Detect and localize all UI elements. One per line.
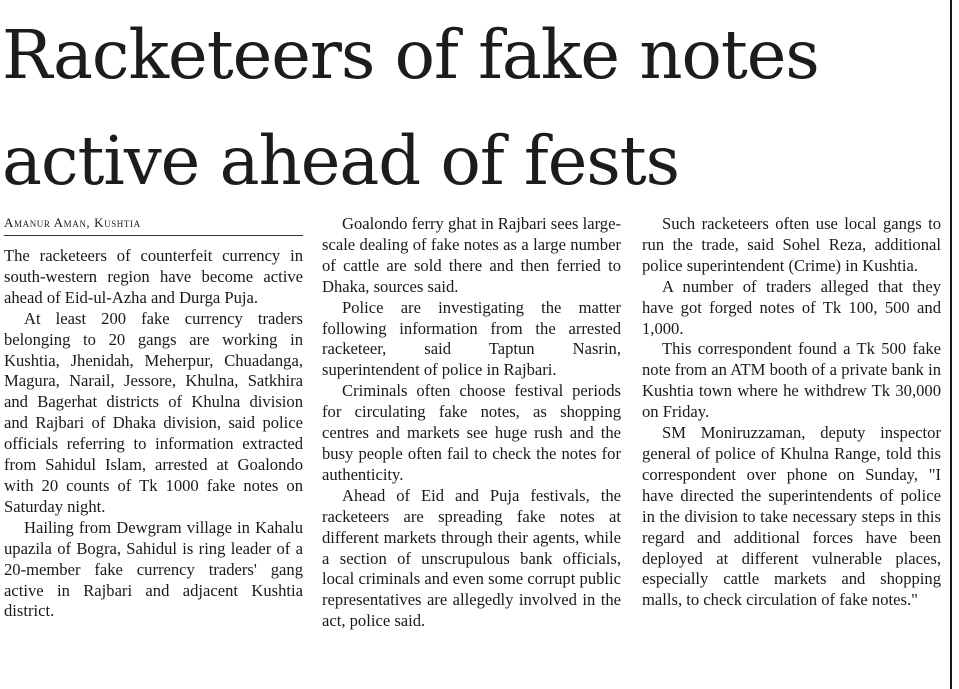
headline-line-2: active ahead of fests [2,122,680,200]
column-rule [950,0,952,689]
article-column-2 [322,214,621,632]
byline: Amanur Aman, Kushtia [4,214,303,236]
paragraph: This correspondent found a Tk 500 fake note from an ATM booth of a private bank in Kushtia town where he withdrew Tk 30,000 on Friday. [642,339,941,422]
paragraph: At least 200 fake currency traders belonging to 20 gangs are working in Kushtia, Jhenidah, Meherpur, Chuadanga, Magura, Narail, Jessore, Khulna, Satkhira and Bagerhat districts of Khulna division and Rajbari of Dhaka division, said police officials referring to information extracted from Sahidul Islam, arrested at Goalondo with 20 counts of Tk 1000 fake notes on Saturday night. [4,308,303,516]
headline-line-1: Racketeers of fake notes [2,16,819,94]
paragraph: Police are investigating the matter following information from the arrested racketeer, said Taptun Nasrin, superintendent of police in Rajbari. [322,297,621,380]
paragraph: Goalondo ferry ghat in Rajbari sees large-scale dealing of fake notes as a large number of cattle are sold there and then ferried to Dhaka, sources said. [322,214,621,296]
paragraph: Such racketeers often use local gangs to run the trade, said Sohel Reza, additional police superintendent (Crime) in Kushtia. [642,214,941,275]
article-column-1 [4,214,303,622]
paragraph: The racketeers of counterfeit currency in south-western region have become active ahead of Eid-ul-Azha and Durga Puja. [4,246,303,307]
article-column-3 [642,214,941,611]
paragraph: Hailing from Dewgram village in Kahalu upazila of Bogra, Sahidul is ring leader of a 20-member fake currency traders' gang active in Rajbari and adjacent Kushtia district. [4,517,303,621]
paragraph: A number of traders alleged that they have got forged notes of Tk 100, 500 and 1,000. [642,276,941,338]
paragraph: SM Moniruzzaman, deputy inspector general of police of Khulna Range, told this correspondent over phone on Sunday, "I have directed the superintendents of police in the division to take necessary steps in this regard and additional forces have been deployed at different vulnerable places, especially cattle markets and shopping malls, to check circulation of fake notes." [642,423,941,610]
paragraph: Ahead of Eid and Puja festivals, the racketeers are spreading fake notes at different markets through their agents, while a section of unscrupulous bank officials, local criminals and even some corrupt public representatives are allegedly involved in the act, police said. [322,485,621,631]
headline [2,2,947,214]
paragraph: Criminals often choose festival periods for circulating fake notes, as shopping centres and markets see huge rush and the busy people often fail to check the notes for authenticity. [322,381,621,484]
